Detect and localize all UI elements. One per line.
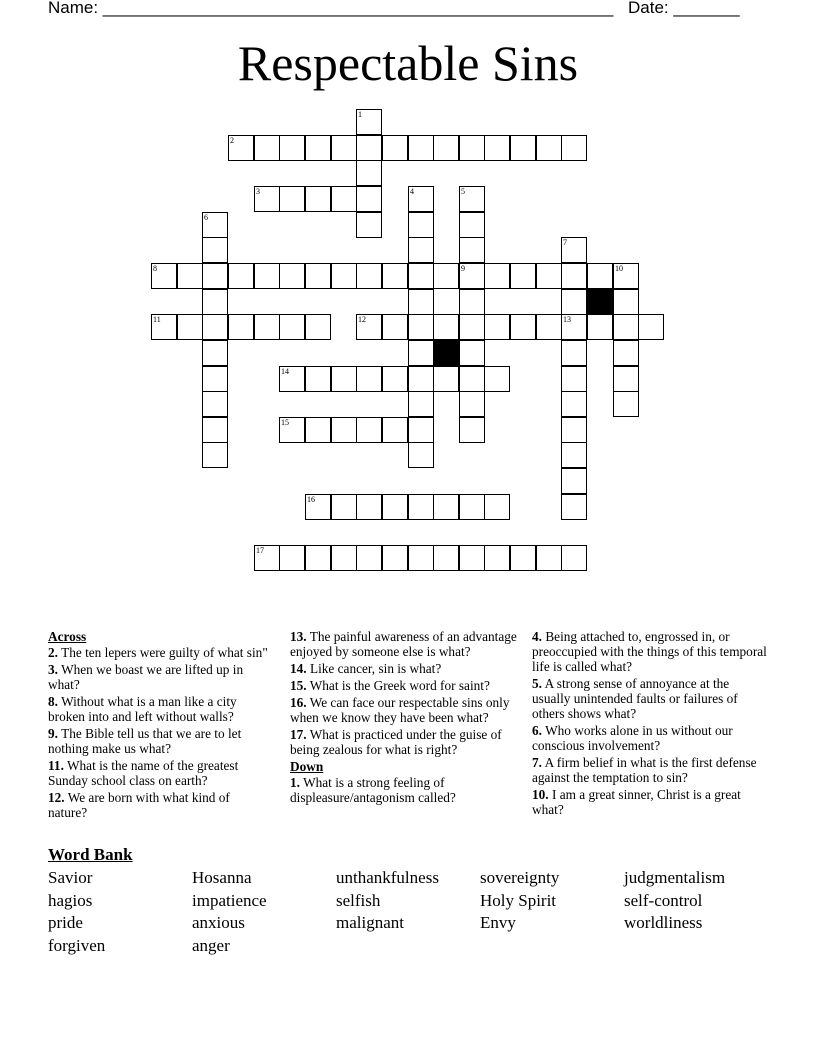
name-field-label: Name: ______________________________________________________ bbox=[48, 0, 614, 17]
clue-text: When we boast we are lifted up in what? bbox=[48, 662, 244, 692]
grid-cell[interactable] bbox=[305, 417, 331, 443]
grid-cell[interactable] bbox=[331, 494, 357, 520]
grid-cell[interactable] bbox=[484, 135, 510, 161]
grid-cell[interactable] bbox=[382, 417, 408, 443]
clue-number: 9. bbox=[48, 726, 58, 741]
clue-across-17 bbox=[290, 727, 518, 757]
grid-cell[interactable] bbox=[177, 263, 203, 289]
grid-cell[interactable] bbox=[433, 494, 459, 520]
cell-number: 14 bbox=[281, 367, 289, 376]
grid-cell[interactable] bbox=[561, 442, 587, 468]
clue-text: What is the name of the greatest Sunday school class on earth? bbox=[48, 758, 239, 788]
grid-cell[interactable] bbox=[279, 186, 305, 212]
word-bank-item: impatience bbox=[192, 891, 267, 910]
word-bank-item: malignant bbox=[336, 913, 404, 932]
grid-cell[interactable] bbox=[561, 340, 587, 366]
grid-cell[interactable] bbox=[305, 186, 331, 212]
cell-number: 10 bbox=[615, 264, 623, 273]
clue-number: 17. bbox=[290, 727, 307, 742]
grid-cell[interactable] bbox=[408, 340, 434, 366]
grid-cell[interactable] bbox=[356, 494, 382, 520]
grid-cell[interactable] bbox=[459, 212, 485, 238]
grid-cell[interactable] bbox=[202, 212, 228, 238]
grid-cell[interactable] bbox=[382, 366, 408, 392]
clues-column-1 bbox=[48, 629, 268, 822]
grid-cell[interactable] bbox=[459, 417, 485, 443]
clue-text: A firm belief in what is the first defense against the temptation to sin? bbox=[532, 755, 757, 785]
word-bank-item: judgmentalism bbox=[624, 868, 726, 887]
grid-cell[interactable] bbox=[279, 135, 305, 161]
word-bank-item: Holy Spirit bbox=[480, 891, 557, 910]
word-bank-item: selfish bbox=[336, 891, 381, 910]
grid-cell[interactable] bbox=[202, 237, 228, 263]
cell-number: 4 bbox=[410, 187, 414, 196]
clue-text: We are born with what kind of nature? bbox=[48, 790, 230, 820]
grid-cell[interactable] bbox=[305, 263, 331, 289]
grid-cell[interactable] bbox=[331, 366, 357, 392]
grid-cell[interactable] bbox=[202, 442, 228, 468]
grid-cell[interactable] bbox=[561, 494, 587, 520]
grid-cell[interactable] bbox=[613, 340, 639, 366]
clue-number: 8. bbox=[48, 694, 58, 709]
grid-cell[interactable] bbox=[433, 314, 459, 340]
grid-cell[interactable] bbox=[408, 263, 434, 289]
grid-cell[interactable] bbox=[305, 494, 331, 520]
word-bank-title: Word Bank bbox=[48, 845, 133, 864]
grid-cell[interactable] bbox=[536, 135, 562, 161]
word-bank-item: Envy bbox=[480, 913, 516, 932]
grid-cell[interactable] bbox=[151, 263, 177, 289]
grid-cell[interactable] bbox=[228, 135, 254, 161]
cell-number: 6 bbox=[204, 213, 208, 222]
grid-cell[interactable] bbox=[561, 417, 587, 443]
clue-number: 10. bbox=[532, 787, 549, 802]
grid-cell[interactable] bbox=[228, 263, 254, 289]
grid-cell[interactable] bbox=[254, 186, 280, 212]
grid-cell[interactable] bbox=[613, 314, 639, 340]
grid-cell[interactable] bbox=[484, 545, 510, 571]
grid-cell[interactable] bbox=[305, 135, 331, 161]
grid-cell[interactable] bbox=[254, 135, 280, 161]
grid-cell[interactable] bbox=[459, 237, 485, 263]
grid-cell[interactable] bbox=[279, 417, 305, 443]
grid-cell[interactable] bbox=[587, 314, 613, 340]
grid-cell[interactable] bbox=[151, 314, 177, 340]
cell-number: 11 bbox=[153, 315, 161, 324]
cell-number: 5 bbox=[461, 187, 465, 196]
grid-cell[interactable] bbox=[356, 314, 382, 340]
grid-cell[interactable] bbox=[613, 366, 639, 392]
grid-cell[interactable] bbox=[561, 263, 587, 289]
grid-cell[interactable] bbox=[408, 366, 434, 392]
grid-cell[interactable] bbox=[561, 545, 587, 571]
grid-cell[interactable] bbox=[459, 186, 485, 212]
grid-cell[interactable] bbox=[613, 263, 639, 289]
grid-cell[interactable] bbox=[433, 135, 459, 161]
word-bank-item: anger bbox=[192, 936, 230, 955]
word-bank-item: pride bbox=[48, 913, 83, 932]
page-title: Respectable Sins bbox=[237, 35, 579, 91]
clue-across-8 bbox=[48, 694, 268, 724]
grid-cell[interactable] bbox=[356, 417, 382, 443]
word-bank-item: worldliness bbox=[624, 913, 703, 932]
clue-across-16 bbox=[290, 695, 518, 725]
clues-column-3 bbox=[532, 629, 768, 819]
clue-text: A strong sense of annoyance at the usually unintended faults or failures of others shows what? bbox=[532, 676, 738, 721]
grid-cell[interactable] bbox=[561, 289, 587, 315]
grid-cell[interactable] bbox=[356, 160, 382, 186]
grid-cell[interactable] bbox=[331, 135, 357, 161]
cell-number: 3 bbox=[256, 187, 260, 196]
grid-cell[interactable] bbox=[408, 186, 434, 212]
word-bank-item: hagios bbox=[48, 891, 93, 910]
clue-number: 3. bbox=[48, 662, 58, 677]
grid-cell[interactable] bbox=[305, 545, 331, 571]
grid-cell[interactable] bbox=[408, 391, 434, 417]
clue-text: The painful awareness of an advantage enjoyed by someone else is what? bbox=[290, 629, 517, 659]
grid-cell[interactable] bbox=[408, 314, 434, 340]
clue-across-14 bbox=[290, 661, 518, 676]
cell-number: 13 bbox=[563, 315, 571, 324]
clue-across-15 bbox=[290, 678, 518, 693]
grid-cell[interactable] bbox=[613, 391, 639, 417]
clue-number: 14. bbox=[290, 661, 307, 676]
grid-cell[interactable] bbox=[408, 494, 434, 520]
clues-column-2 bbox=[290, 629, 518, 807]
grid-cell[interactable] bbox=[382, 545, 408, 571]
grid-cell[interactable] bbox=[279, 366, 305, 392]
grid-cell[interactable] bbox=[561, 314, 587, 340]
grid-cell[interactable] bbox=[382, 263, 408, 289]
clue-across-2 bbox=[48, 645, 268, 660]
clue-text: The Bible tell us that we are to let nothing make us what? bbox=[48, 726, 242, 756]
word-bank-item: unthankfulness bbox=[336, 868, 439, 887]
clue-text: Without what is a man like a city broken into and left without walls? bbox=[48, 694, 237, 724]
grid-cell[interactable] bbox=[408, 135, 434, 161]
grid-cell[interactable] bbox=[279, 263, 305, 289]
grid-cell[interactable] bbox=[613, 289, 639, 315]
cell-number: 8 bbox=[153, 264, 157, 273]
word-bank-item: self-control bbox=[624, 891, 703, 910]
clue-down-7 bbox=[532, 755, 768, 785]
clue-across-9 bbox=[48, 726, 268, 756]
grid-cell[interactable] bbox=[536, 314, 562, 340]
clue-number: 12. bbox=[48, 790, 65, 805]
grid-cell[interactable] bbox=[433, 263, 459, 289]
grid-cell[interactable] bbox=[408, 417, 434, 443]
grid-cell[interactable] bbox=[356, 366, 382, 392]
grid-cell[interactable] bbox=[254, 314, 280, 340]
grid-cell[interactable] bbox=[459, 494, 485, 520]
grid-cell[interactable] bbox=[510, 135, 536, 161]
grid-cell[interactable] bbox=[279, 545, 305, 571]
grid-cell[interactable] bbox=[510, 545, 536, 571]
cell-number: 1 bbox=[358, 110, 362, 119]
clue-number: 16. bbox=[290, 695, 307, 710]
clue-number: 11. bbox=[48, 758, 64, 773]
grid-cell[interactable] bbox=[382, 494, 408, 520]
grid-cell[interactable] bbox=[459, 263, 485, 289]
cell-number: 7 bbox=[563, 238, 567, 247]
clue-number: 6. bbox=[532, 723, 542, 738]
grid-cell[interactable] bbox=[408, 442, 434, 468]
grid-cell[interactable] bbox=[202, 366, 228, 392]
grid-cell[interactable] bbox=[356, 212, 382, 238]
word-bank-item: sovereignty bbox=[480, 868, 560, 887]
grid-cell[interactable] bbox=[254, 545, 280, 571]
grid-cell[interactable] bbox=[510, 314, 536, 340]
grid-cell[interactable] bbox=[331, 263, 357, 289]
grid-cell[interactable] bbox=[561, 468, 587, 494]
grid-cell[interactable] bbox=[638, 314, 664, 340]
grid-cell[interactable] bbox=[382, 135, 408, 161]
clue-number: 7. bbox=[532, 755, 542, 770]
grid-cell[interactable] bbox=[356, 135, 382, 161]
word-bank-item: Savior bbox=[48, 868, 93, 887]
word-bank-item: forgiven bbox=[48, 936, 106, 955]
grid-cell[interactable] bbox=[561, 237, 587, 263]
cell-number: 16 bbox=[307, 495, 315, 504]
clue-number: 4. bbox=[532, 629, 542, 644]
grid-cell[interactable] bbox=[459, 314, 485, 340]
grid-cell[interactable] bbox=[536, 263, 562, 289]
clue-text: We can face our respectable sins only when we know they have been what? bbox=[290, 695, 510, 725]
grid-cell[interactable] bbox=[356, 109, 382, 135]
grid-cell[interactable] bbox=[561, 366, 587, 392]
grid-cell[interactable] bbox=[459, 135, 485, 161]
grid-cell[interactable] bbox=[408, 289, 434, 315]
clue-across-11 bbox=[48, 758, 268, 788]
grid-cell[interactable] bbox=[510, 263, 536, 289]
clue-text: I am a great sinner, Christ is a great what? bbox=[532, 787, 741, 817]
grid-cell[interactable] bbox=[177, 314, 203, 340]
clue-across-3 bbox=[48, 662, 268, 692]
word-bank-item: anxious bbox=[192, 913, 245, 932]
grid-cell[interactable] bbox=[536, 545, 562, 571]
grid-cell[interactable] bbox=[331, 545, 357, 571]
grid-cell[interactable] bbox=[202, 314, 228, 340]
grid-cell[interactable] bbox=[356, 545, 382, 571]
cell-number: 15 bbox=[281, 418, 289, 427]
clue-text: Who works alone in us without our conscious involvement? bbox=[532, 723, 733, 753]
clue-down-1 bbox=[290, 775, 518, 805]
down-heading: Down bbox=[290, 759, 324, 774]
grid-cell[interactable] bbox=[382, 314, 408, 340]
clue-text: What is a strong feeling of displeasure/antagonism called? bbox=[290, 775, 456, 805]
grid-cell[interactable] bbox=[459, 545, 485, 571]
grid-cell[interactable] bbox=[561, 135, 587, 161]
clue-down-10 bbox=[532, 787, 768, 817]
grid-cell[interactable] bbox=[202, 417, 228, 443]
across-heading: Across bbox=[48, 629, 87, 644]
clue-across-12 bbox=[48, 790, 268, 820]
grid-block bbox=[433, 340, 459, 366]
grid-cell[interactable] bbox=[484, 314, 510, 340]
clue-number: 13. bbox=[290, 629, 307, 644]
clue-text: What is the Greek word for saint? bbox=[309, 678, 490, 693]
cell-number: 2 bbox=[230, 136, 234, 145]
grid-cell[interactable] bbox=[305, 314, 331, 340]
grid-cell[interactable] bbox=[408, 545, 434, 571]
grid-cell[interactable] bbox=[484, 366, 510, 392]
clue-number: 5. bbox=[532, 676, 542, 691]
grid-cell[interactable] bbox=[484, 263, 510, 289]
grid-cell[interactable] bbox=[484, 494, 510, 520]
cell-number: 17 bbox=[256, 546, 264, 555]
grid-cell[interactable] bbox=[279, 314, 305, 340]
grid-cell[interactable] bbox=[587, 263, 613, 289]
grid-block bbox=[587, 289, 613, 315]
word-bank-item: Hosanna bbox=[192, 868, 252, 887]
grid-cell[interactable] bbox=[202, 289, 228, 315]
cell-number: 9 bbox=[461, 264, 465, 273]
grid-cell[interactable] bbox=[202, 340, 228, 366]
cell-number: 12 bbox=[358, 315, 366, 324]
grid-cell[interactable] bbox=[459, 366, 485, 392]
grid-cell[interactable] bbox=[228, 314, 254, 340]
grid-cell[interactable] bbox=[408, 212, 434, 238]
grid-cell[interactable] bbox=[254, 263, 280, 289]
clue-number: 2. bbox=[48, 645, 58, 660]
grid-cell[interactable] bbox=[202, 391, 228, 417]
clue-text: The ten lepers were guilty of what sin" bbox=[61, 645, 268, 660]
clue-text: Like cancer, sin is what? bbox=[309, 661, 442, 676]
grid-cell[interactable] bbox=[459, 340, 485, 366]
grid-cell[interactable] bbox=[561, 391, 587, 417]
grid-cell[interactable] bbox=[459, 391, 485, 417]
grid-cell[interactable] bbox=[202, 263, 228, 289]
grid-cell[interactable] bbox=[305, 366, 331, 392]
clue-number: 15. bbox=[290, 678, 307, 693]
grid-cell[interactable] bbox=[433, 366, 459, 392]
clue-number: 1. bbox=[290, 775, 300, 790]
clue-across-13 bbox=[290, 629, 518, 659]
grid-cell[interactable] bbox=[331, 186, 357, 212]
clue-down-4 bbox=[532, 629, 768, 674]
grid-cell[interactable] bbox=[408, 237, 434, 263]
clue-text: What is practiced under the guise of being zealous for what is right? bbox=[290, 727, 502, 757]
clue-text: Being attached to, engrossed in, or preoccupied with the things of this temporal life is called what? bbox=[532, 629, 767, 674]
grid-cell[interactable] bbox=[459, 289, 485, 315]
grid-cell[interactable] bbox=[356, 186, 382, 212]
grid-cell[interactable] bbox=[331, 417, 357, 443]
grid-cell[interactable] bbox=[433, 545, 459, 571]
date-field-label: Date: _______ bbox=[628, 0, 740, 17]
clue-down-6 bbox=[532, 723, 768, 753]
grid-cell[interactable] bbox=[356, 263, 382, 289]
clue-down-5 bbox=[532, 676, 768, 721]
